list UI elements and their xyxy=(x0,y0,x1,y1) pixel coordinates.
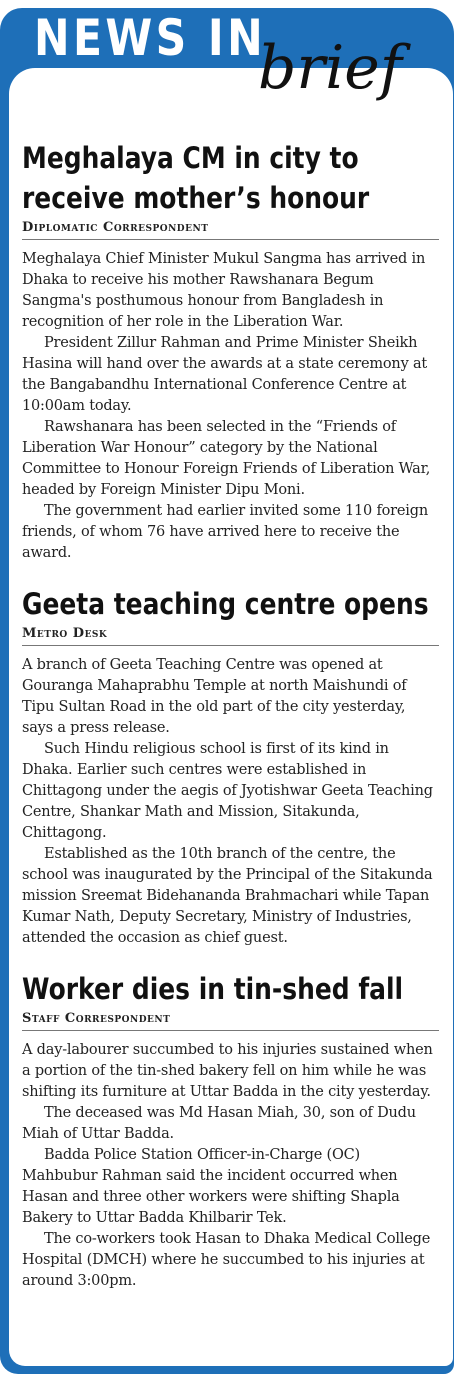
article-byline: Diplomatic Correspondent xyxy=(22,218,439,240)
article-paragraph: Established as the 10th branch of the centre, the school was inaugurated by the Principal of the Sitakunda mission Sreemat Bidehananda Brahmachari while Tapan Kumar Nath, Deputy Secretary, Ministry of Industries, attended the occasion as chief guest. xyxy=(22,846,433,946)
article-paragraph: A branch of Geeta Teaching Centre was opened at Gouranga Mahaprabhu Temple at north Maishundi of Tipu Sultan Road in the old part of the city yesterday, says a press release. xyxy=(22,657,407,736)
article-paragraph: A day-labourer succumbed to his injuries sustained when a portion of the tin-shed bakery fell on him while he was shifting its furniture at Uttar Badda in the city yesterday. xyxy=(22,1042,433,1100)
article-byline: Staff Correspondent xyxy=(22,1009,439,1031)
article-headline: Worker dies in tin-shed fall xyxy=(22,972,404,1006)
article xyxy=(22,584,439,949)
article-paragraph: Rawshanara has been selected in the “Friends of Liberation War Honour” category by the National Committee to Honour Foreign Friends of Liberation War, headed by Foreign Minister Dipu Moni. xyxy=(22,419,431,498)
masthead-brief: brief xyxy=(258,33,402,103)
article-headline: Meghalaya CM in city to receive mother’s honour xyxy=(22,141,370,215)
article-paragraph: The co-workers took Hasan to Dhaka Medical College Hospital (DMCH) where he succumbed to his injuries at around 3:00pm. xyxy=(22,1231,431,1289)
article-paragraph: The deceased was Md Hasan Miah, 30, son of Dudu Miah of Uttar Badda. xyxy=(22,1105,416,1142)
article xyxy=(22,969,439,1292)
article-paragraph: Badda Police Station Officer-in-Charge (OC) Mahbubur Rahman said the incident occurred when Hasan and three other workers were shifting Shapla Bakery to Uttar Badda Khilbarir Tek. xyxy=(22,1147,400,1226)
article-paragraph: President Zillur Rahman and Prime Minister Sheikh Hasina will hand over the awards at a state ceremony at the Bangabandhu International Conference Centre at 10:00am today. xyxy=(22,335,428,414)
article-paragraph: Meghalaya Chief Minister Mukul Sangma has arrived in Dhaka to receive his mother Rawshanara Begum Sangma's posthumous honour from Bangladesh in recognition of her role in the Liberation War. xyxy=(22,251,426,330)
article-headline: Geeta teaching centre opens xyxy=(22,587,429,621)
articles-column xyxy=(22,138,439,1292)
article-paragraph: Such Hindu religious school is first of its kind in Dhaka. Earlier such centres were established in Chittagong under the aegis of Jyotishwar Geeta Teaching Centre, Shankar Math and Mission, Sitakunda, Chittagong. xyxy=(22,741,433,841)
article-byline: Metro Desk xyxy=(22,624,439,646)
article-paragraph: The government had earlier invited some 110 foreign friends, of whom 76 have arrived here to receive the award. xyxy=(22,503,428,561)
masthead-news-in: NEWS IN xyxy=(34,9,267,67)
article xyxy=(22,138,439,564)
